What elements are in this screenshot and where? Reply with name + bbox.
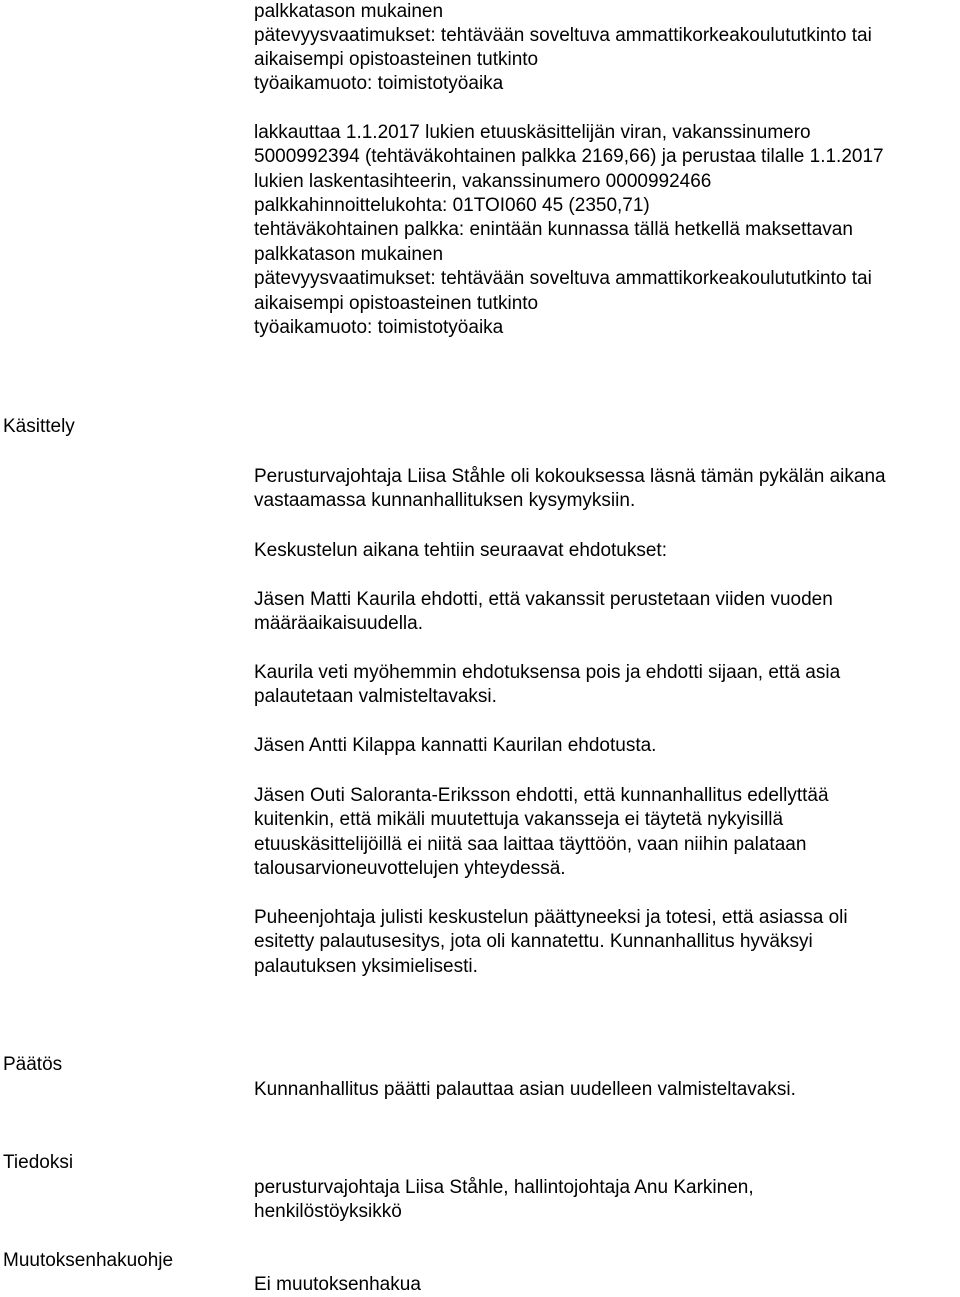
block2-line-5: tehtäväkohtainen palkka: enintään kunnassa tällä hetkellä maksettavan [254,219,853,240]
kasittely-p6-line-4: talousarvioneuvottelujen yhteydessä. [254,858,566,879]
kasittely-p5-line-1: Jäsen Antti Kilappa kannatti Kaurilan ehdotusta. [254,735,657,756]
kasittely-p3-line-2: määräaikaisuudella. [254,613,423,634]
kasittely-p6-line-3: etuuskäsittelijöillä ei niitä saa laittaa täyttöön, vaan niihin palataan [254,834,807,855]
kasittely-p4-line-2: palautetaan valmisteltavaksi. [254,686,497,707]
kasittely-p7-line-1: Puheenjohtaja julisti keskustelun päättyneeksi ja totesi, että asiassa oli [254,907,848,928]
block2-line-8: aikaisempi opistoasteinen tutkinto [254,293,539,314]
tiedoksi-line-2: henkilöstöyksikkö [254,1201,402,1222]
kasittely-p4-line-1: Kaurila veti myöhemmin ehdotuksensa pois ja ehdotti sijaan, että asia [254,662,841,683]
section-heading-kasittely: Käsittely [3,416,75,437]
block1-line-3: aikaisempi opistoasteinen tutkinto [254,49,539,70]
kasittely-p2-line-1: Keskustelun aikana tehtiin seuraavat ehdotukset: [254,540,667,561]
block1-line-1: palkkatason mukainen [254,1,444,22]
kasittely-p6-line-2: kuitenkin, että mikäli muutettuja vakansseja ei täytetä nykyisillä [254,809,784,830]
block2-line-7: pätevyysvaatimukset: tehtävään soveltuva ammattikorkeakoulututkinto tai [254,268,872,289]
kasittely-p7-line-2: esitetty palautusesitys, jota oli kannatettu. Kunnanhallitus hyväksyi [254,931,813,952]
kasittely-p6-line-1: Jäsen Outi Saloranta-Eriksson ehdotti, että kunnanhallitus edellyttää [254,785,829,806]
kasittely-p1-line-2: vastaamassa kunnanhallituksen kysymyksiin. [254,490,636,511]
block1-line-2: pätevyysvaatimukset: tehtävään soveltuva ammattikorkeakoulututkinto tai [254,25,872,46]
section-heading-tiedoksi: Tiedoksi [3,1152,74,1173]
tiedoksi-line-1: perusturvajohtaja Liisa Ståhle, hallintojohtaja Anu Karkinen, [254,1177,754,1198]
block2-line-3: lukien laskentasihteerin, vakanssinumero 0000992466 [254,171,712,192]
block2-line-1: lakkauttaa 1.1.2017 lukien etuuskäsittelijän viran, vakanssinumero [254,122,811,143]
block2-line-9: työaikamuoto: toimistotyöaika [254,317,504,338]
paatos-text: Kunnanhallitus päätti palauttaa asian uudelleen valmisteltavaksi. [254,1079,796,1100]
block2-line-2: 5000992394 (tehtäväkohtainen palkka 2169,66) ja perustaa tilalle 1.1.2017 [254,146,884,167]
section-heading-muutoksenhakuohje: Muutoksenhakuohje [3,1250,174,1271]
kasittely-p1-line-1: Perusturvajohtaja Liisa Ståhle oli kokouksessa läsnä tämän pykälän aikana [254,466,886,487]
muutoksenhakuohje-text: Ei muutoksenhakua [254,1274,421,1295]
block2-line-4: palkkahinnoittelukohta: 01TOI060 45 (2350,71) [254,195,650,216]
kasittely-p3-line-1: Jäsen Matti Kaurila ehdotti, että vakanssit perustetaan viiden vuoden [254,589,833,610]
section-heading-paatos: Päätös [3,1054,63,1075]
kasittely-p7-line-3: palautuksen yksimielisesti. [254,956,478,977]
block2-line-6: palkkatason mukainen [254,244,444,265]
block1-line-4: työaikamuoto: toimistotyöaika [254,73,504,94]
